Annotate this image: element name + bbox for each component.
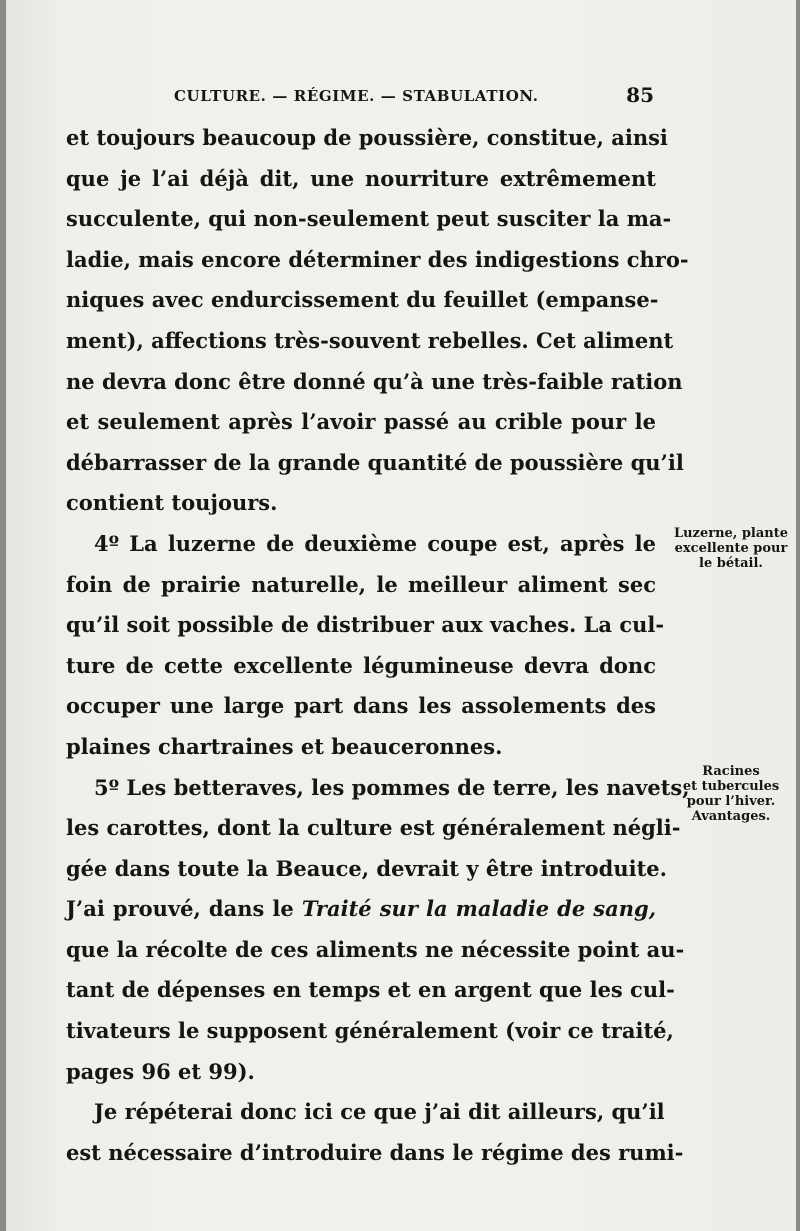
text-line: ture de cette excellente légumineuse devra donc xyxy=(66,652,656,678)
text-line: pages 96 et 99). xyxy=(66,1058,255,1084)
margin-note-racines xyxy=(658,764,796,824)
page-number: 85 xyxy=(626,83,654,107)
text-line: niques avec endurcissement du feuillet (empanse- xyxy=(66,287,659,313)
text-line: que la récolte de ces aliments ne nécessite point au- xyxy=(66,936,685,962)
text-line: débarrasser de la grande quantité de poussière qu’il xyxy=(66,449,684,475)
text-line: les carottes, dont la culture est généralement négli- xyxy=(66,815,681,841)
margin-note-luzerne xyxy=(658,526,796,571)
text-line: 5º Les betteraves, les pommes de terre, les navets, xyxy=(94,774,690,800)
margin-note-line: Avantages. xyxy=(691,809,771,824)
text-line: occuper une large part dans les assolements des xyxy=(66,693,656,719)
text-line-with-title xyxy=(66,889,656,930)
text-line: que je l’ai déjà dit, une nourriture extrêmement xyxy=(66,165,656,191)
margin-note-line: Racines xyxy=(702,764,760,779)
text-line: foin de prairie naturelle, le meilleur aliment sec xyxy=(66,571,656,597)
text-line: 4º La luzerne de deuxième coupe est, après le xyxy=(94,530,656,556)
text-line: Je répéterai donc ici ce que j’ai dit ailleurs, qu’il xyxy=(94,1099,665,1125)
body-text xyxy=(66,118,690,1173)
book-title: Traité sur la maladie de sang, xyxy=(301,896,656,922)
text-line: succulente, qui non-seulement peut susciter la ma- xyxy=(66,206,672,232)
running-head: CULTURE. — RÉGIME. — STABULATION. xyxy=(174,87,539,105)
margin-note-line: pour l’hiver. xyxy=(686,794,776,809)
margin-note-line: le bétail. xyxy=(699,556,763,571)
text-line: ladie, mais encore déterminer des indigestions chro- xyxy=(66,246,689,272)
text-line: qu’il soit possible de distribuer aux vaches. La cul- xyxy=(66,612,665,638)
text-line: plaines chartraines et beauceronnes. xyxy=(66,733,503,759)
text-line: tivateurs le supposent généralement (voir ce traité, xyxy=(66,1018,674,1044)
text-line: ne devra donc être donné qu’à une très-faible ration xyxy=(66,368,683,394)
text-line: tant de dépenses en temps et en argent que les cul- xyxy=(66,977,675,1003)
text-line: contient toujours. xyxy=(66,490,278,516)
margin-note-line: et tubercules xyxy=(682,779,780,794)
text-line: et toujours beaucoup de poussière, constitue, ainsi xyxy=(66,125,668,150)
text-line: et seulement après l’avoir passé au crible pour le xyxy=(66,409,656,435)
margin-note-line: Luzerne, plante xyxy=(673,526,789,541)
margin-note-line: excellente pour xyxy=(674,541,788,556)
text-line: est nécessaire d’introduire dans le régime des rumi- xyxy=(66,1139,684,1165)
book-page xyxy=(6,0,796,1231)
page-header xyxy=(166,83,660,109)
text-segment: J’ai prouvé, dans le xyxy=(66,896,294,922)
text-line: gée dans toute la Beauce, devrait y être introduite. xyxy=(66,855,667,881)
text-line: ment), affections très-souvent rebelles. Cet aliment xyxy=(66,327,674,353)
